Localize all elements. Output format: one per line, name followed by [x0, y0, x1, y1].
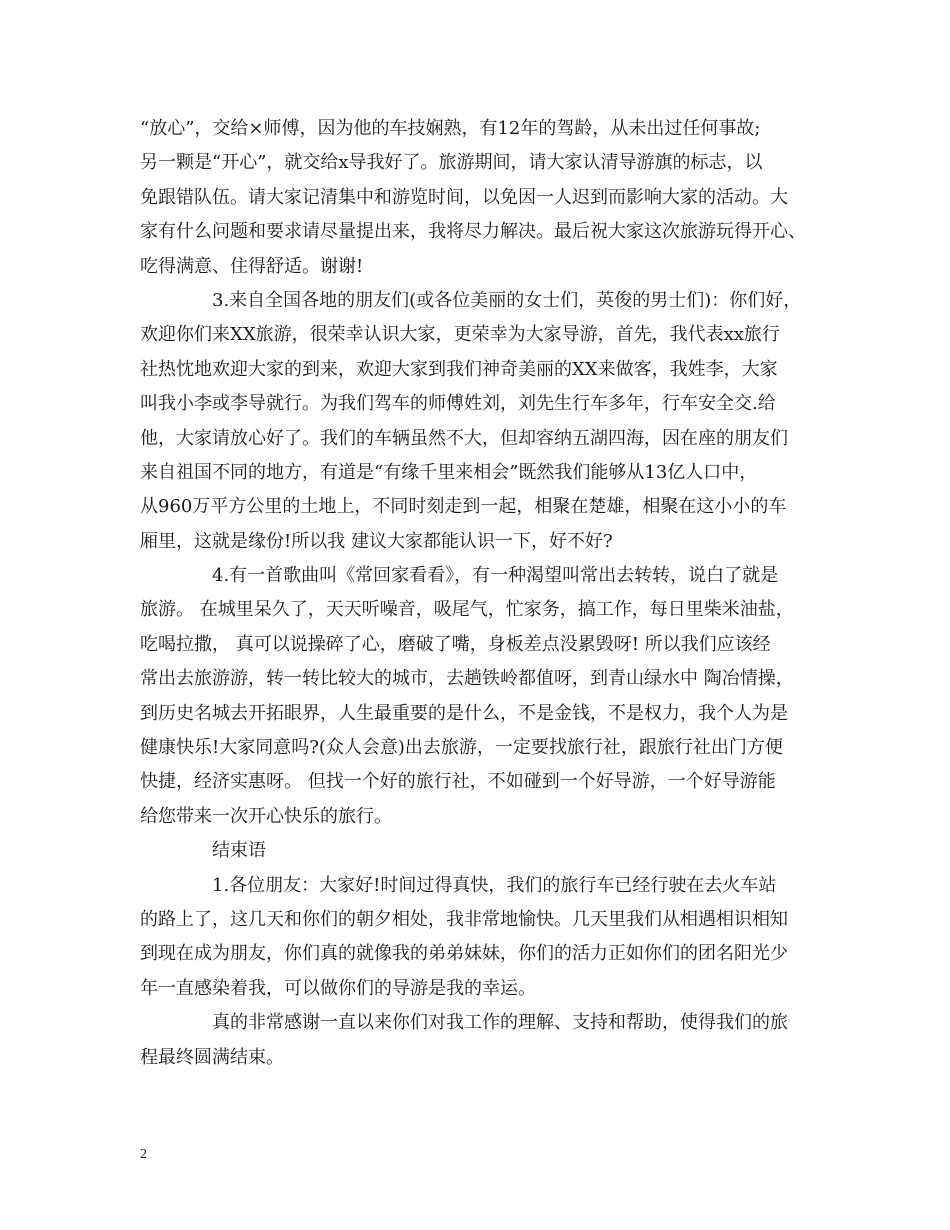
- text-line: 吃喝拉撒， 真可以说操碎了心，磨破了嘴，身板差点没累毁呀! 所以我们应该经: [140, 633, 771, 655]
- text-line: 常出去旅游游，转一转比较大的城市，去趟铁岭都值呀，到青山绿水中 陶冶情操，: [140, 668, 794, 690]
- paragraph-first-line: 1.各位朋友：大家好!时间过得真快，我们的旅行车已经行驶在去火车站: [212, 874, 777, 896]
- text-line: 厢里，这就是缘份!所以我 建议大家都能认识一下，好不好?: [140, 530, 613, 552]
- text-line: 的路上了，这几天和你们的朝夕相处，我非常地愉快。几天里我们从相遇相识相知: [140, 908, 788, 930]
- text-line: 家有什么问题和要求请尽量提出来，我将尽力解决。最后祝大家这次旅游玩得开心、: [140, 221, 806, 243]
- text-line: 程最终圆满结束。: [140, 1046, 284, 1068]
- body-text: [140, 112, 820, 1075]
- text-line: 免跟错队伍。请大家记清集中和游览时间，以免因一人迟到而影响大家的活动。大: [140, 186, 788, 208]
- paragraph-first-line: 3.来自全国各地的朋友们(或各位美丽的女士们，英俊的男士们)：你们好，: [212, 289, 802, 311]
- text-line: 社热忱地欢迎大家的到来，欢迎大家到我们神奇美丽的XX来做客，我姓李，大家: [140, 358, 778, 380]
- text-line: 另一颗是“开心”，就交给x导我好了。旅游期间，请大家认清导游旗的标志，以: [140, 152, 763, 174]
- text-line: “放心”，交给×师傅，因为他的车技娴熟，有12年的驾龄，从未出过任何事故;: [140, 118, 761, 139]
- text-line: 吃得满意、住得舒适。谢谢!: [140, 255, 364, 277]
- text-line: 他，大家请放心好了。我们的车辆虽然不大，但却容纳五湖四海，因在座的朋友们: [140, 427, 788, 449]
- text-line: 欢迎你们来XX旅游，很荣幸认识大家，更荣幸为大家导游，首先，我代表xx旅行: [140, 324, 780, 346]
- paragraph-first-line: 真的非常感谢一直以来你们对我工作的理解、支持和帮助，使得我们的旅: [212, 1012, 788, 1034]
- paragraph-first-line: 结束语: [212, 840, 266, 862]
- text-line: 健康快乐!大家同意吗?(众人会意)出去旅游，一定要找旅行社，跟旅行社出门方便: [140, 737, 783, 759]
- text-line: 到现在成为朋友，你们真的就像我的弟弟妹妹，你们的活力正如你们的团名阳光少: [140, 943, 788, 965]
- text-line: 旅游。 在城里呆久了，天天听噪音，吸尾气，忙家务，搞工作，每日里柴米油盐，: [140, 599, 794, 621]
- paragraph-first-line: 4.有一首歌曲叫《常回家看看》，有一种渴望叫常出去转转，说白了就是: [212, 565, 779, 587]
- text-line: 快捷，经济实惠呀。 但找一个好的旅行社，不如碰到一个好导游，一个好导游能: [140, 771, 776, 793]
- text-line: 到历史名城去开拓眼界，人生最重要的是什么，不是金钱，不是权力，我个人为是: [140, 702, 788, 724]
- text-line: 叫我小李或李导就行。为我们驾车的师傅姓刘，刘先生行车多年，行车安全交.给: [140, 393, 776, 415]
- page-number: 2: [140, 1147, 147, 1162]
- text-line: 从960万平方公里的土地上，不同时刻走到一起，相聚在楚雄，相聚在这小小的车: [140, 496, 787, 518]
- text-line: 年一直感染着我，可以做你们的导游是我的幸运。: [140, 977, 536, 999]
- text-line: 给您带来一次开心快乐的旅行。: [140, 805, 392, 827]
- text-line: 来自祖国不同的地方，有道是“有缘千里来相会”既然我们能够从13亿人口中，: [140, 461, 758, 483]
